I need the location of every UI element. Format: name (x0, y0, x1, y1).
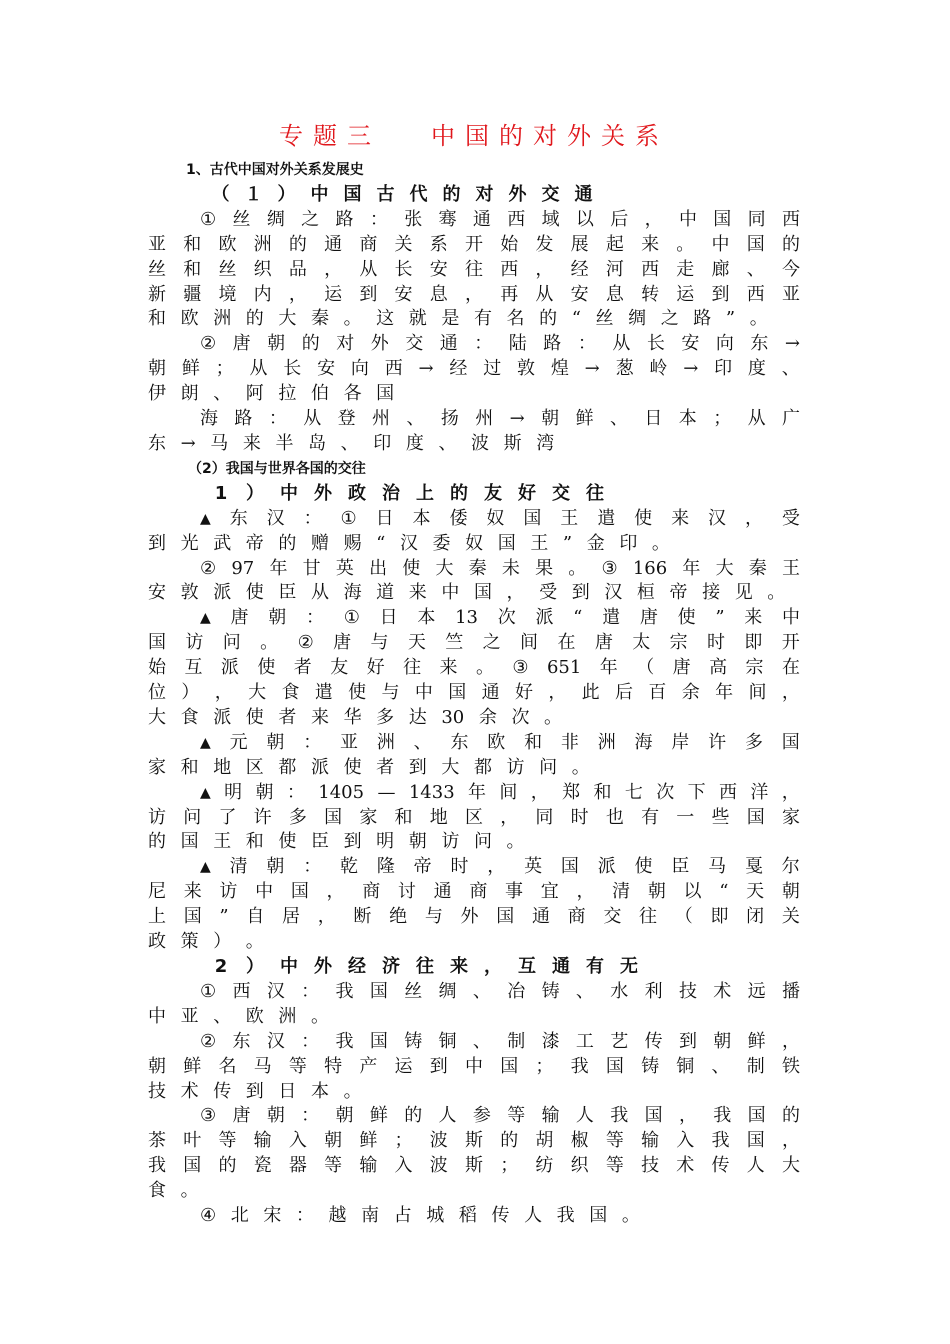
text-line: 始 互 派 使 者 友 好 往 来 。 ③ 651 年 （ 唐 高 宗 在 (148, 657, 800, 679)
text-line: 到 光 武 帝 的 赠 赐 “ 汉 委 奴 国 王 ” 金 印 。 (148, 532, 670, 554)
text-line: ② 97 年 甘 英 出 使 大 秦 未 果 。 ③ 166 年 大 秦 王 (200, 557, 800, 579)
text-line: 安 敦 派 使 臣 从 海 道 来 中 国 ， 受 到 汉 桓 帝 接 见 。 (148, 582, 786, 604)
text-line: 技 术 传 到 日 本 。 (148, 1080, 362, 1102)
text-line: ② 东 汉 ： 我 国 铸 铜 、 制 漆 工 艺 传 到 朝 鲜 ， (200, 1030, 800, 1052)
text-line: 食 。 (148, 1180, 199, 1202)
text-line: ▲ 唐 朝 ： ① 日 本 13 次 派 “ 遣 唐 使 ” 来 中 (200, 607, 800, 629)
subsection-heading: （ １ ） 中 国 古 代 的 对 外 交 通 (211, 183, 593, 205)
text-line: 朝 鲜 ； 从 长 安 向 西 → 经 过 敦 煌 → 葱 岭 → 印 度 、 (148, 358, 800, 380)
paragraph-block (148, 980, 800, 1229)
text-line: 亚 和 欧 洲 的 通 商 关 系 开 始 发 展 起 来 。 中 国 的 (148, 233, 800, 255)
text-line: 我 国 的 瓷 器 等 输 入 波 斯 ； 纺 织 等 技 术 传 人 大 (148, 1155, 800, 1177)
text-line: 访 问 了 许 多 国 家 和 地 区 ， 同 时 也 有 一 些 国 家 (148, 806, 800, 828)
text-line: 伊 朗 、 阿 拉 伯 各 国 (148, 383, 395, 405)
text-line: ▲ 清 朝 ： 乾 隆 帝 时 ， 英 国 派 使 臣 马 戛 尔 (200, 856, 800, 878)
subsection-heading: 1 ） 中 外 政 治 上 的 友 好 交 往 (214, 482, 604, 504)
title-left: 专题三 (279, 124, 381, 150)
text-line: 尼 来 访 中 国 ， 商 讨 通 商 事 宜 ， 清 朝 以 “ 天 朝 (148, 881, 800, 903)
text-line: 东 → 马 来 半 岛 、 印 度 、 波 斯 湾 (148, 432, 555, 454)
text-line: 大 食 派 使 者 来 华 多 达 30 余 次 。 (148, 706, 563, 728)
text-line: ③ 唐 朝 ： 朝 鲜 的 人 参 等 输 人 我 国 ， 我 国 的 (200, 1105, 800, 1127)
text-line: 朝 鲜 名 马 等 特 产 运 到 中 国 ； 我 国 铸 铜 、 制 铁 (148, 1055, 800, 1077)
text-line: 海 路 ： 从 登 州 、 扬 州 → 朝 鲜 、 日 本 ； 从 广 (200, 408, 800, 430)
text-line: 上 国 ” 自 居 ， 断 绝 与 外 国 通 商 交 往 （ 即 闭 关 (148, 906, 800, 928)
text-line: 中 亚 、 欧 洲 。 (148, 1005, 329, 1027)
text-line: 的 国 王 和 使 臣 到 明 朝 访 问 。 (148, 831, 525, 853)
text-line: ▲ 东 汉 ： ① 日 本 倭 奴 国 王 遣 使 来 汉 ， 受 (200, 507, 800, 529)
text-line: ② 唐 朝 的 对 外 交 通 ： 陆 路 ： 从 长 安 向 东 → (200, 333, 800, 355)
text-line: 政 策 ） 。 (148, 931, 264, 953)
page-title (148, 120, 800, 154)
paragraph-block (148, 208, 800, 457)
subsection-heading: 2 ） 中 外 经 济 往 来 ， 互 通 有 无 (214, 956, 638, 977)
text-line: ① 丝 绸 之 路 ： 张 骞 通 西 域 以 后 ， 中 国 同 西 (200, 208, 800, 230)
text-line: 家 和 地 区 都 派 使 者 到 大 都 访 问 。 (148, 756, 590, 778)
text-line: 和 欧 洲 的 大 秦 。 这 就 是 有 名 的 “ 丝 绸 之 路 ” 。 (148, 308, 768, 330)
text-line: 丝 和 丝 织 品 ， 从 长 安 往 西 ， 经 河 西 走 廊 、 今 (148, 258, 800, 280)
text-line: 位 ） ， 大 食 遣 使 与 中 国 通 好 ， 此 后 百 余 年 间 ， (148, 682, 800, 704)
text-line: 新 疆 境 内 ， 运 到 安 息 ， 再 从 安 息 转 运 到 西 亚 (148, 283, 800, 305)
text-line: 茶 叶 等 输 入 朝 鲜 ； 波 斯 的 胡 椒 等 输 入 我 国 ， (148, 1130, 800, 1152)
text-line: ④ 北 宋 ： 越 南 占 城 稻 传 人 我 国 。 (200, 1205, 640, 1227)
section-heading: 1、古代中国对外关系发展史 (186, 162, 364, 178)
text-line: ① 西 汉 ： 我 国 丝 绸 、 冶 铸 、 水 利 技 术 远 播 (200, 980, 800, 1002)
paragraph-block (148, 507, 800, 955)
document-page (148, 120, 800, 1229)
text-line: 国 访 问 。 ② 唐 与 天 竺 之 间 在 唐 太 宗 时 即 开 (148, 632, 800, 654)
subsection-heading: （2）我国与世界各国的交往 (188, 460, 366, 477)
text-line: ▲ 元 朝 ： 亚 洲 、 东 欧 和 非 洲 海 岸 许 多 国 (200, 731, 800, 753)
title-right: 中国的对外关系 (431, 124, 669, 150)
text-line: ▲ 明 朝 ： 1405 — 1433 年 间 ， 郑 和 七 次 下 西 洋 ， (200, 781, 800, 803)
